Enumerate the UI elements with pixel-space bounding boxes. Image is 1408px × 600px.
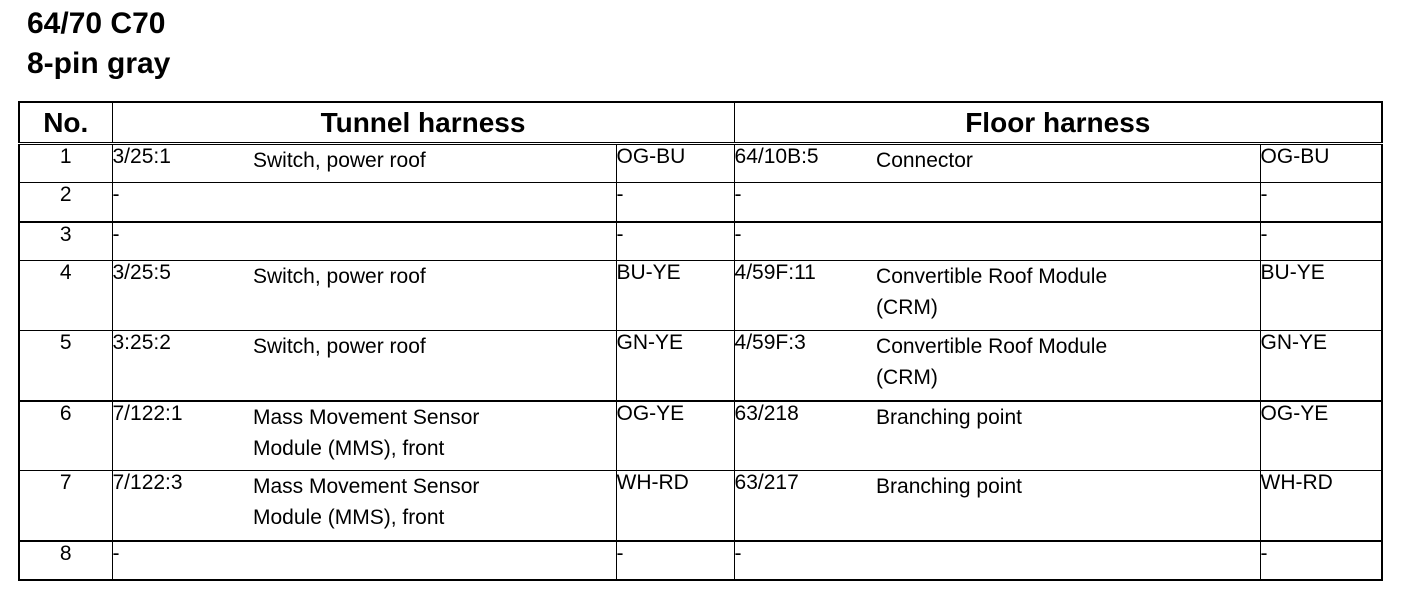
floor-ref: 4/59F:11	[734, 261, 876, 331]
floor-ref: 64/10B:5	[734, 144, 876, 183]
floor-description-line: Connector	[876, 149, 973, 172]
tunnel-ref: 3/25:5	[112, 261, 253, 331]
tunnel-wire-color: BU-YE	[616, 261, 734, 331]
tunnel-description	[253, 471, 616, 541]
pin-number: 8	[19, 541, 112, 580]
tunnel-description-line: Module (MMS), front	[253, 506, 445, 529]
pin-number: 7	[19, 471, 112, 541]
table-row	[19, 144, 1382, 183]
floor-wire-color: -	[1260, 222, 1382, 261]
pin-number: 5	[19, 331, 112, 401]
tunnel-wire-color: GN-YE	[616, 331, 734, 401]
floor-description	[876, 222, 1260, 261]
tunnel-ref: -	[112, 541, 253, 580]
floor-ref: -	[734, 183, 876, 222]
table-row	[19, 261, 1382, 331]
table-row	[19, 222, 1382, 261]
floor-ref: 63/218	[734, 401, 876, 471]
tunnel-description	[253, 144, 616, 183]
connector-description: 8-pin gray	[27, 47, 171, 80]
floor-description	[876, 261, 1260, 331]
pin-number: 3	[19, 222, 112, 261]
header-tunnel-harness: Tunnel harness	[112, 102, 734, 144]
tunnel-wire-color: WH-RD	[616, 471, 734, 541]
tunnel-description	[253, 222, 616, 261]
table-row	[19, 541, 1382, 580]
tunnel-description-line: Mass Movement Sensor	[253, 405, 480, 429]
floor-description	[876, 401, 1260, 471]
floor-ref: 63/217	[734, 471, 876, 541]
table-row	[19, 401, 1382, 471]
floor-wire-color: GN-YE	[1260, 331, 1382, 401]
tunnel-wire-color: -	[616, 183, 734, 222]
floor-description-line: Branching point	[876, 405, 1022, 429]
tunnel-ref: 3/25:1	[112, 144, 253, 183]
pin-number: 6	[19, 401, 112, 471]
connector-id: 64/70 C70	[27, 7, 166, 40]
pin-number: 2	[19, 183, 112, 222]
floor-ref: -	[734, 222, 876, 261]
floor-description-line: (CRM)	[876, 296, 938, 319]
tunnel-ref: -	[112, 222, 253, 261]
floor-wire-color: -	[1260, 183, 1382, 222]
floor-wire-color: -	[1260, 541, 1382, 580]
floor-ref: -	[734, 541, 876, 580]
table-header-row	[19, 102, 1382, 144]
tunnel-description	[253, 261, 616, 331]
floor-description	[876, 144, 1260, 183]
tunnel-description	[253, 183, 616, 222]
floor-description	[876, 471, 1260, 541]
floor-wire-color: OG-YE	[1260, 401, 1382, 471]
pinout-table	[18, 101, 1383, 581]
tunnel-wire-color: OG-BU	[616, 144, 734, 183]
tunnel-wire-color: OG-YE	[616, 401, 734, 471]
tunnel-description	[253, 401, 616, 471]
tunnel-description	[253, 331, 616, 401]
floor-description-line: Convertible Roof Module	[876, 335, 1108, 358]
pin-number: 1	[19, 144, 112, 183]
floor-description	[876, 541, 1260, 580]
tunnel-wire-color: -	[616, 541, 734, 580]
floor-wire-color: OG-BU	[1260, 144, 1382, 183]
floor-description-line: Branching point	[876, 475, 1022, 498]
tunnel-description-line: Switch, power roof	[253, 335, 426, 358]
tunnel-description	[253, 541, 616, 580]
tunnel-description-line: Mass Movement Sensor	[253, 475, 480, 498]
table-body	[19, 144, 1382, 580]
pin-number: 4	[19, 261, 112, 331]
floor-wire-color: BU-YE	[1260, 261, 1382, 331]
floor-description-line: Convertible Roof Module	[876, 265, 1108, 288]
floor-description	[876, 331, 1260, 401]
header-floor-harness: Floor harness	[734, 102, 1382, 144]
table-row	[19, 471, 1382, 541]
floor-wire-color: WH-RD	[1260, 471, 1382, 541]
tunnel-description-line: Switch, power roof	[253, 149, 426, 172]
tunnel-ref: -	[112, 183, 253, 222]
floor-ref: 4/59F:3	[734, 331, 876, 401]
tunnel-description-line: Module (MMS), front	[253, 436, 445, 460]
tunnel-ref: 7/122:1	[112, 401, 253, 471]
table-row	[19, 331, 1382, 401]
table-row	[19, 183, 1382, 222]
header-no: No.	[19, 102, 112, 144]
tunnel-description-line: Switch, power roof	[253, 265, 426, 288]
floor-description-line: (CRM)	[876, 366, 938, 389]
tunnel-ref: 7/122:3	[112, 471, 253, 541]
tunnel-ref: 3:25:2	[112, 331, 253, 401]
document-title	[27, 4, 170, 84]
tunnel-wire-color: -	[616, 222, 734, 261]
floor-description	[876, 183, 1260, 222]
